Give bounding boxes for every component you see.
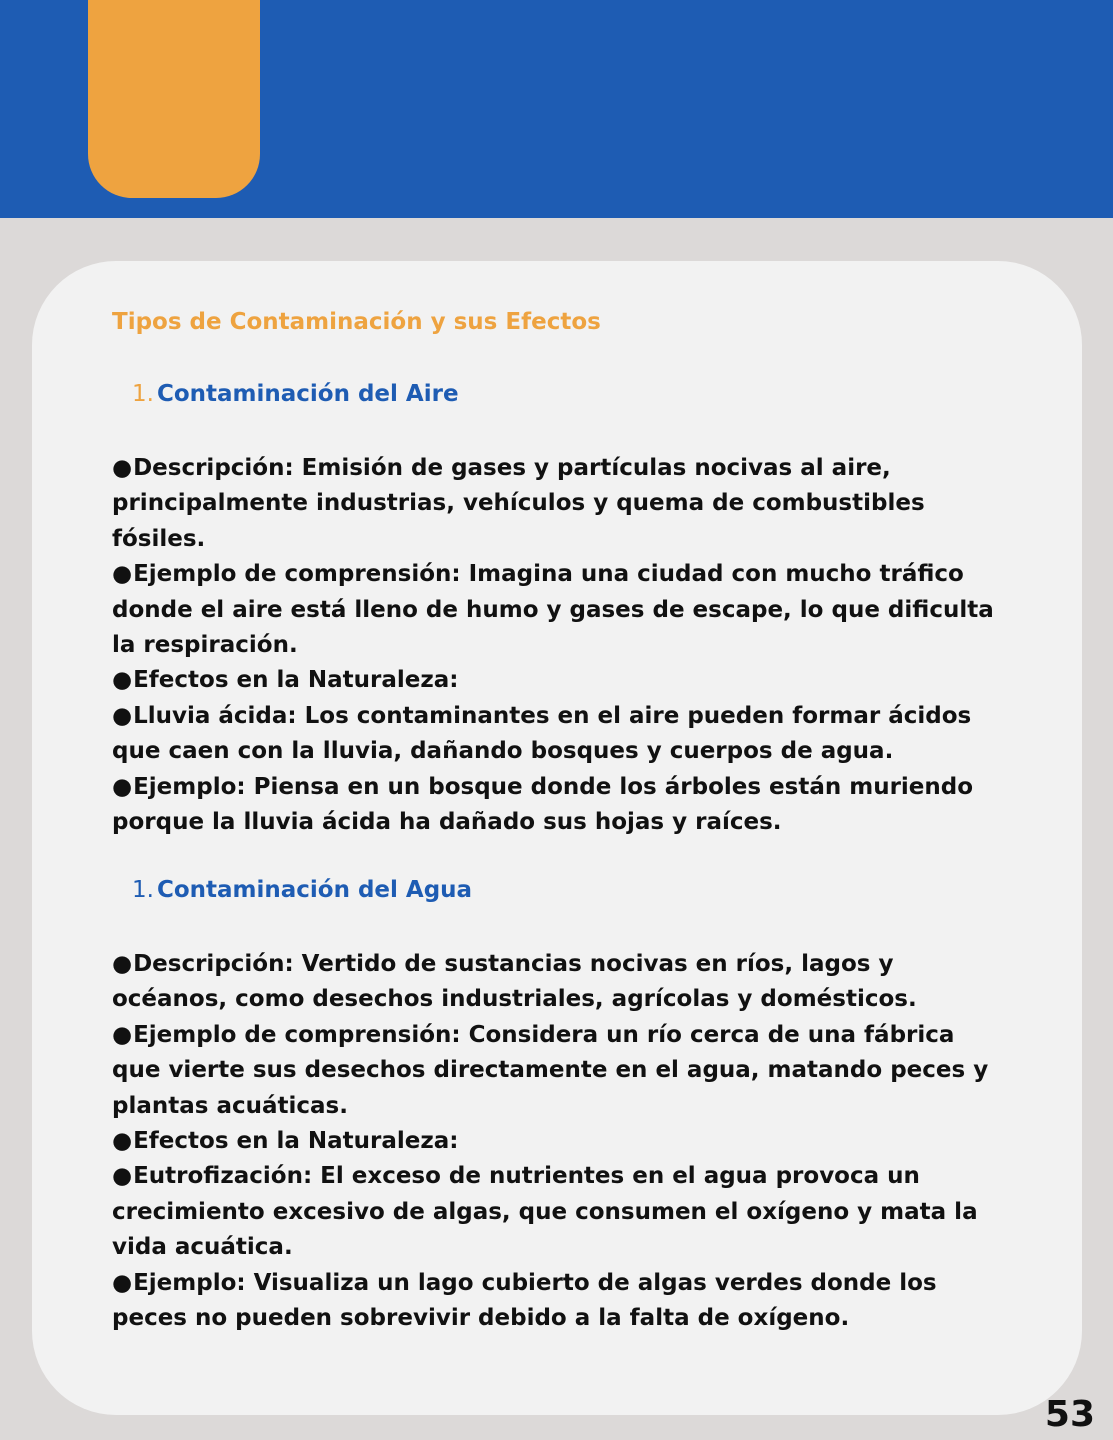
list-item xyxy=(112,947,997,1018)
header-tab-decoration xyxy=(88,0,260,198)
bullet-list-water xyxy=(112,947,997,1336)
list-item xyxy=(112,1159,997,1265)
section-title: Contaminación del Aire xyxy=(156,381,459,407)
list-item xyxy=(112,1018,997,1124)
section-heading-air xyxy=(132,381,459,407)
section-heading-water xyxy=(132,877,472,903)
document-title: Tipos de Contaminación y sus Efectos xyxy=(112,309,601,335)
bullet-icon: ● xyxy=(112,1021,133,1048)
bullet-icon: ● xyxy=(112,667,133,694)
bullet-icon: ● xyxy=(112,455,133,481)
list-item xyxy=(112,663,997,698)
section-title: Contaminación del Agua xyxy=(156,877,473,903)
bullet-icon: ● xyxy=(112,1128,133,1155)
bullet-icon: ● xyxy=(112,951,133,977)
list-item-text: Ejemplo de comprensión: Imagina una ciudad con mucho tráfico donde el aire está lleno de humo y gases de escape, lo que dificulta la respiración. xyxy=(112,561,994,659)
bullet-icon: ● xyxy=(112,1269,133,1296)
bullet-icon: ● xyxy=(112,773,133,800)
section-number: 1. xyxy=(132,381,154,407)
list-item xyxy=(112,699,997,770)
list-item xyxy=(112,1266,997,1337)
list-item-text: Efectos en la Naturaleza: xyxy=(133,1128,459,1155)
list-item-text: Eutrofización: El exceso de nutrientes en el agua provoca un crecimiento excesivo de algas, que consumen el oxígeno y mata la vida acuática. xyxy=(112,1163,978,1261)
list-item xyxy=(112,557,997,663)
list-item-text: Ejemplo: Visualiza un lago cubierto de algas verdes donde los peces no pueden sobrevivir debido a la falta de oxígeno. xyxy=(112,1269,937,1332)
list-item xyxy=(112,451,997,557)
list-item-text: Descripción: Vertido de sustancias nocivas en ríos, lagos y océanos, como desechos industriales, agrícolas y domésticos. xyxy=(112,951,917,1013)
list-item xyxy=(112,1124,997,1159)
bullet-list-air xyxy=(112,451,997,840)
list-item xyxy=(112,770,997,841)
bullet-icon: ● xyxy=(112,561,133,588)
list-item-text: Lluvia ácida: Los contaminantes en el aire pueden formar ácidos que caen con la lluvia, dañando bosques y cuerpos de agua. xyxy=(112,702,972,765)
page-number: 53 xyxy=(1044,1394,1095,1435)
list-item-text: Ejemplo de comprensión: Considera un río cerca de una fábrica que vierte sus desechos directamente en el agua, matando peces y plantas acuáticas. xyxy=(112,1021,989,1119)
list-item-text: Efectos en la Naturaleza: xyxy=(133,667,459,694)
section-number: 1. xyxy=(132,877,154,903)
bullet-icon: ● xyxy=(112,702,133,729)
list-item-text: Descripción: Emisión de gases y partículas nocivas al aire, principalmente industrias, vehículos y quema de combustibles fósiles. xyxy=(112,455,925,552)
list-item-text: Ejemplo: Piensa en un bosque donde los árboles están muriendo porque la lluvia ácida ha dañado sus hojas y raíces. xyxy=(112,773,974,836)
bullet-icon: ● xyxy=(112,1163,133,1190)
